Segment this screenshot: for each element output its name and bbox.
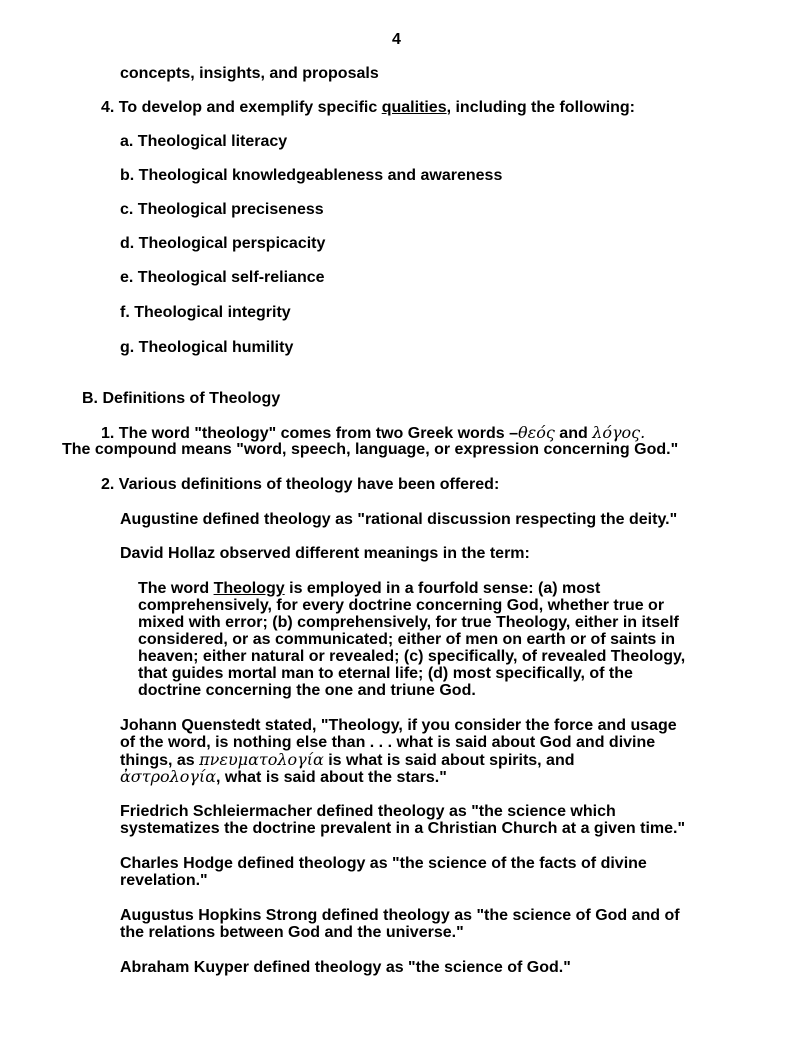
strong-line: the relations between God and the universe." [120, 924, 464, 941]
definition-1-and: and [554, 425, 593, 442]
hollaz-intro: David Hollaz observed different meanings in the term: [120, 545, 530, 562]
augustine-definition: Augustine defined theology as "rational discussion respecting the deity." [120, 511, 678, 528]
greek-logos: λόγος. [592, 423, 646, 442]
quote-line: doctrine concerning the one and triune God. [138, 682, 476, 699]
page-number: 4 [392, 31, 401, 48]
schleiermacher-line: systematizes the doctrine prevalent in a Christian Church at a given time." [120, 820, 686, 837]
quenstedt-line3-pre: things, as [120, 752, 200, 769]
quote-line [138, 580, 600, 597]
quote-line: mixed with error; (b) comprehensively, for true Theology, either in itself [138, 614, 679, 631]
quenstedt-line: of the word, is nothing else than . . . what is said about God and divine [120, 734, 656, 751]
quenstedt-line4-post: , what is said about the stars." [216, 769, 447, 786]
definition-2: 2. Various definitions of theology have been offered: [101, 476, 500, 493]
item-4-underlined: qualities [381, 99, 447, 116]
definition-1-text: 1. The word "theology" comes from two Greek words – [101, 425, 519, 442]
quote-line1-pre: The word [138, 580, 214, 597]
greek-theos: θεός [518, 423, 555, 442]
quenstedt-line3-post: is what is said about spirits, and [323, 752, 575, 769]
item-4-prefix: 4. To develop and exemplify specific [101, 99, 382, 116]
greek-astrologia: ἀστρολογία [120, 767, 217, 786]
strong-line: Augustus Hopkins Strong defined theology as "the science of God and of [120, 907, 680, 924]
quenstedt-line [120, 768, 447, 786]
greek-pneumatologia: πνευματολογία [199, 750, 324, 769]
hodge-line: Charles Hodge defined theology as "the science of the facts of divine [120, 855, 647, 872]
quality-b: b. Theological knowledgeableness and awareness [120, 167, 503, 184]
quote-line: heaven; either natural or revealed; (c) specifically, of revealed Theology, [138, 648, 686, 665]
definition-1-line2: The compound means "word, speech, language, or expression concerning God." [62, 441, 679, 458]
hodge-line: revelation." [120, 872, 208, 889]
quote-line1-post: is employed in a fourfold sense: (a) most [284, 580, 601, 597]
quality-e: e. Theological self-reliance [120, 269, 325, 286]
item-4 [101, 99, 635, 116]
quality-d: d. Theological perspicacity [120, 235, 326, 252]
quality-f: f. Theological integrity [120, 304, 291, 321]
continuation-line: concepts, insights, and proposals [120, 65, 379, 82]
item-4-suffix: , including the following: [446, 99, 636, 116]
section-b-heading: B. Definitions of Theology [82, 390, 281, 407]
quality-a: a. Theological literacy [120, 133, 288, 150]
quote-line1-underlined: Theology [213, 580, 285, 597]
quote-line: that guides mortal man to eternal life; (d) most specifically, of the [138, 665, 633, 682]
kuyper-definition: Abraham Kuyper defined theology as "the science of God." [120, 959, 571, 976]
definition-1-line1 [101, 424, 645, 442]
quality-g: g. Theological humility [120, 339, 294, 356]
schleiermacher-line: Friedrich Schleiermacher defined theology as "the science which [120, 803, 616, 820]
quenstedt-line: Johann Quenstedt stated, "Theology, if you consider the force and usage [120, 717, 677, 734]
quote-line: considered, or as communicated; either of men on earth or of saints in [138, 631, 675, 648]
quote-line: comprehensively, for every doctrine concerning God, whether true or [138, 597, 665, 614]
quality-c: c. Theological preciseness [120, 201, 324, 218]
